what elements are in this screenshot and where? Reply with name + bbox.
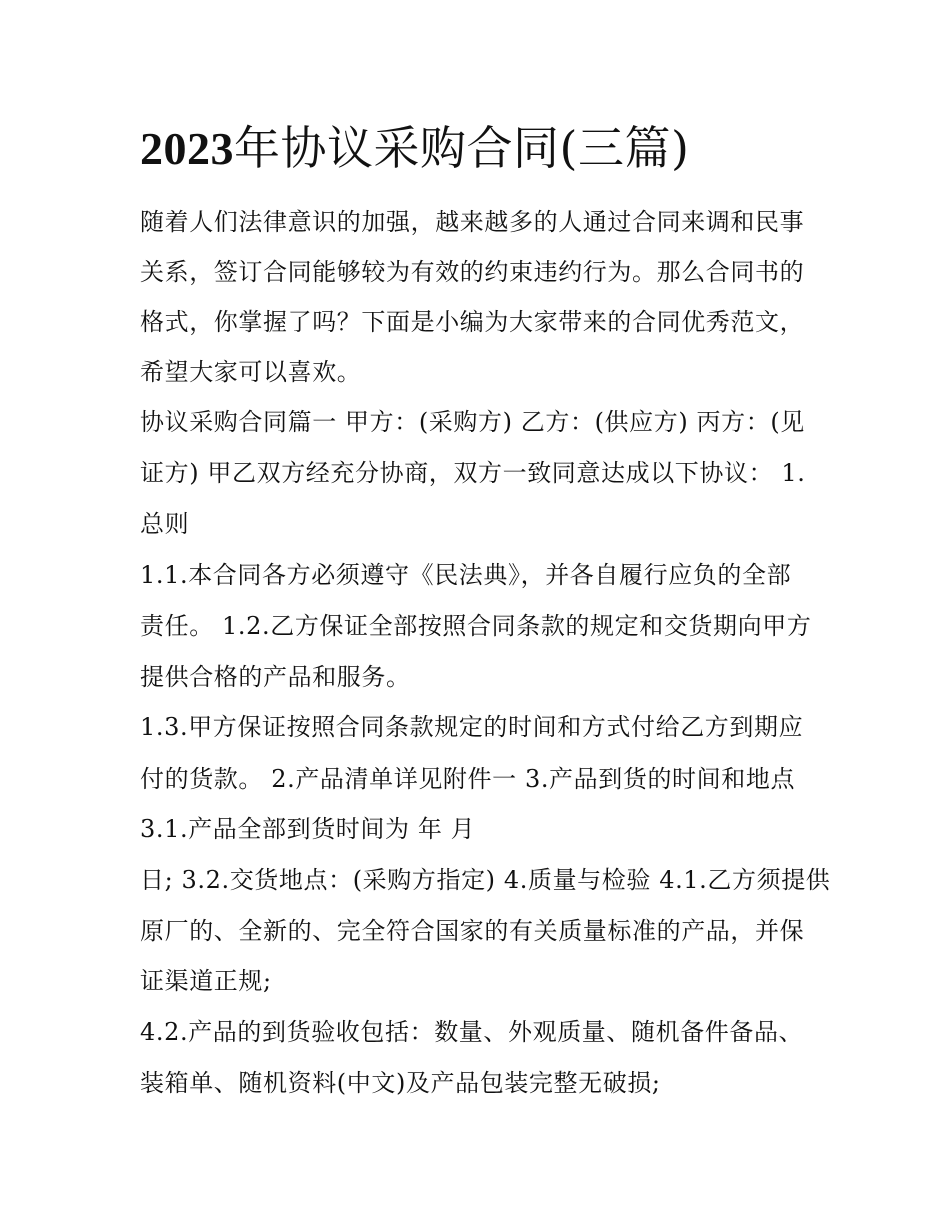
body-line-13: 3.1.产品全部到货时间为 年 月 <box>140 815 476 843</box>
body-line-17: 4.2.产品的到货验收包括：数量、外观质量、随机备件备品、 <box>140 1018 804 1046</box>
body-line-12: 付的货款。 2.产品清单详见附件一 3.产品到货的时间和地点 <box>140 765 796 793</box>
body-line-9: 责任。 1.2.乙方保证全部按照合同条款的规定和交货期向甲方 <box>140 612 812 640</box>
document-title <box>140 118 689 179</box>
body-line-18: 装箱单、随机资料(中文)及产品包装完整无破损; <box>140 1069 661 1097</box>
body-line-7: 总则 <box>140 510 190 538</box>
body-line-2: 关系，签订合同能够较为有效的约束违约行为。那么合同书的 <box>140 258 805 286</box>
body-line-1: 随着人们法律意识的加强，越来越多的人通过合同来调和民事 <box>140 208 805 236</box>
body-line-5: 协议采购合同篇一 甲方：(采购方) 乙方：(供应方) 丙方：(见 <box>140 408 805 436</box>
body-line-3: 格式，你掌握了吗？下面是小编为大家带来的合同优秀范文， <box>140 308 805 336</box>
body-line-10: 提供合格的产品和服务。 <box>140 663 411 691</box>
body-line-11: 1.3.甲方保证按照合同条款规定的时间和方式付给乙方到期应 <box>140 713 804 741</box>
body-line-15: 原厂的、全新的、完全符合国家的有关质量标准的产品，并保 <box>140 917 805 945</box>
body-line-14: 日; 3.2.交货地点：(采购方指定) 4.质量与检验 4.1.乙方须提供 <box>140 866 831 894</box>
title-year: 2023 <box>140 123 234 174</box>
body-line-16: 证渠道正规; <box>140 967 272 995</box>
title-text: 年协议采购合同(三篇) <box>234 121 690 175</box>
body-line-4: 希望大家可以喜欢。 <box>140 358 362 386</box>
body-line-6: 证方) 甲乙双方经充分协商，双方一致同意达成以下协议： 1. <box>140 459 806 487</box>
body-line-8: 1.1.本合同各方必须遵守《民法典》，并各自履行应负的全部 <box>140 561 792 589</box>
